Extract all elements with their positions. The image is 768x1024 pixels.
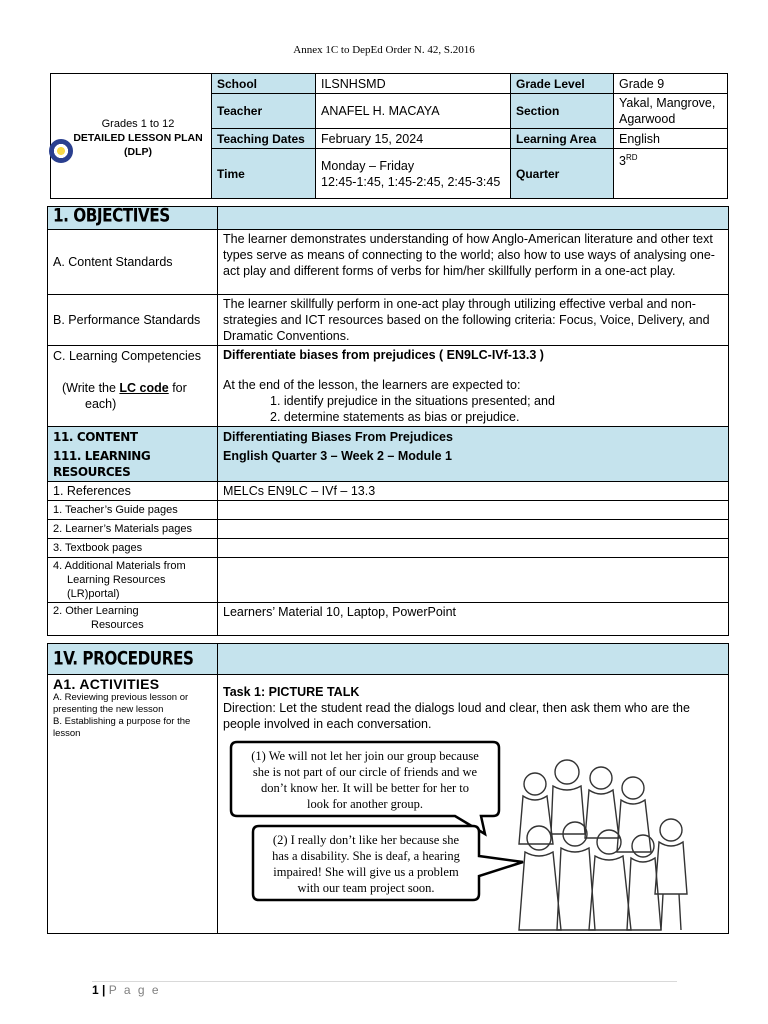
time-label: Time <box>212 149 316 199</box>
learners-materials-label: 2. Learner’s Materials pages <box>48 520 218 539</box>
footer-divider <box>92 981 677 982</box>
competency-intro: At the end of the lesson, the learners are expected to: <box>223 378 521 392</box>
references-label: 1. References <box>48 482 218 501</box>
additional-materials-value <box>218 558 729 603</box>
dlp-title: DETAILED LESSON PLAN <box>73 132 203 144</box>
content-value-cell <box>218 427 729 482</box>
school-label: School <box>212 74 316 94</box>
lc-code-note: (Write the LC code for <box>62 381 187 395</box>
quarter-suffix: RD <box>625 153 638 162</box>
content-standards-label: A. Content Standards <box>48 230 218 295</box>
activities-note-b: B. Establishing a purpose for the lesson <box>53 716 191 739</box>
picture-talk-illustration <box>223 734 719 932</box>
teacher-label: Teacher <box>212 94 316 129</box>
bubble-1-line: (1) We will not let her join our group because <box>251 749 479 763</box>
activities-heading: A1. ACTIVITIES <box>53 676 160 692</box>
lc-code-text: LC code <box>119 381 169 395</box>
learning-competencies-label-cell <box>48 346 218 427</box>
activities-cell <box>48 675 218 934</box>
time-hours: 12:45-1:45, 1:45-2:45, 2:45-3:45 <box>321 174 501 189</box>
learning-area-value: English <box>614 129 728 149</box>
performance-standards-label: B. Performance Standards <box>48 295 218 346</box>
teaching-dates-label: Teaching Dates <box>212 129 316 149</box>
time-value <box>316 149 511 199</box>
page-number: 1 <box>92 983 99 997</box>
section-label: Section <box>511 94 614 129</box>
objectives-table <box>47 206 729 636</box>
procedures-table <box>47 643 729 934</box>
objectives-band <box>218 207 729 230</box>
dlp-abbr: (DLP) <box>124 146 152 158</box>
objectives-heading-cell <box>48 207 218 230</box>
page-word: P a g e <box>108 983 161 997</box>
task-title: Task 1: PICTURE TALK <box>223 685 360 699</box>
quarter-number: 3 <box>619 154 626 169</box>
teachers-guide-value <box>218 501 729 520</box>
content-heading: 11. CONTENT <box>53 430 138 444</box>
grades-label: Grades 1 to 12 <box>101 118 175 130</box>
teacher-value: ANAFEL H. MACAYA <box>316 94 511 129</box>
content-heading-cell <box>48 427 218 482</box>
objectives-heading: 1. OBJECTIVES <box>53 205 170 227</box>
deped-seal-icon <box>49 139 73 163</box>
footer-separator: | <box>98 983 109 997</box>
school-value: ILSNHSMD <box>316 74 511 94</box>
bubble-2-line: with our team project soon. <box>297 881 435 895</box>
bubble-2-line: impaired! She will give us a problem <box>273 865 459 879</box>
header-table <box>50 73 728 199</box>
learning-resources-value: English Quarter 3 – Week 2 – Module 1 <box>223 449 453 463</box>
section-value: Yakal, Mangrove, Agarwood <box>614 94 728 129</box>
quarter-value <box>614 149 728 199</box>
learning-competencies-label: C. Learning Competencies <box>53 349 201 363</box>
annex-reference: Annex 1C to DepEd Order N. 42, S.2016 <box>293 44 475 56</box>
grade-level-value: Grade 9 <box>614 74 728 94</box>
bubble-1-line: she is not part of our circle of friends and we <box>252 765 478 779</box>
bubble-1-line: don’t know her. It will be better for her to <box>260 781 470 795</box>
additional-materials-label: 4. Additional Materials from Learning Resources (LR)portal) <box>48 558 218 603</box>
teaching-dates-value: February 15, 2024 <box>316 129 511 149</box>
time-days: Monday – Friday <box>321 158 415 173</box>
bubble-1-line: look for another group. <box>307 797 423 811</box>
activities-note-a: A. Reviewing previous lesson or presenting the new lesson <box>53 692 189 715</box>
page-footer <box>92 983 161 997</box>
textbook-value <box>218 539 729 558</box>
competency-title: Differentiate biases from prejudices ( EN9LC-IVf-13.3 ) <box>223 348 544 362</box>
procedures-band <box>218 644 729 675</box>
content-standards-text: The learner demonstrates understanding of how Anglo-American literature and other text types serve as means of connecting to the world; also how to use ways of analysing one-act play and different forms of verbs for him/her skillfully perform in a one-act play. <box>218 230 729 295</box>
task-direction: Direction: Let the student read the dialogs loud and clear, then ask them who are the people involved in each conversation. <box>223 701 690 731</box>
task-cell <box>218 675 729 934</box>
textbook-label: 3. Textbook pages <box>48 539 218 558</box>
learners-materials-value <box>218 520 729 539</box>
other-resources-value: Learners’ Material 10, Laptop, PowerPoint <box>218 603 729 636</box>
learning-area-label: Learning Area <box>511 129 614 149</box>
competency-item-1: 1. identify prejudice in the situations presented; and <box>270 394 555 408</box>
learning-resources-heading: 111. LEARNING RESOURCES <box>53 449 151 479</box>
bubble-2-line: has a disability. She is deaf, a hearing <box>272 849 460 863</box>
learning-competencies-text <box>218 346 729 427</box>
procedures-heading: 1V. PROCEDURES <box>53 647 194 670</box>
competency-item-2: 2. determine statements as bias or prejudice. <box>270 410 520 424</box>
performance-standards-text: The learner skillfully perform in one-act play through utilizing effective verbal and non- strategies and ICT resources based on the following criteria: Focus, Voice, Delivery, and Dramatic Conventions. <box>218 295 729 346</box>
teachers-guide-label: 1. Teacher’s Guide pages <box>48 501 218 520</box>
other-resources-label: 2. Other Learning Resources <box>48 603 218 636</box>
bubble-2-line: (2) I really don’t like her because she <box>272 833 460 847</box>
students-group-drawing <box>519 760 687 930</box>
quarter-label: Quarter <box>511 149 614 199</box>
lc-code-note-each: each) <box>85 397 117 411</box>
grade-level-label: Grade Level <box>511 74 614 94</box>
content-value: Differentiating Biases From Prejudices <box>223 430 453 444</box>
dlp-title-cell <box>51 74 212 199</box>
references-value: MELCs EN9LC – IVf – 13.3 <box>218 482 729 501</box>
procedures-heading-cell <box>48 644 218 675</box>
